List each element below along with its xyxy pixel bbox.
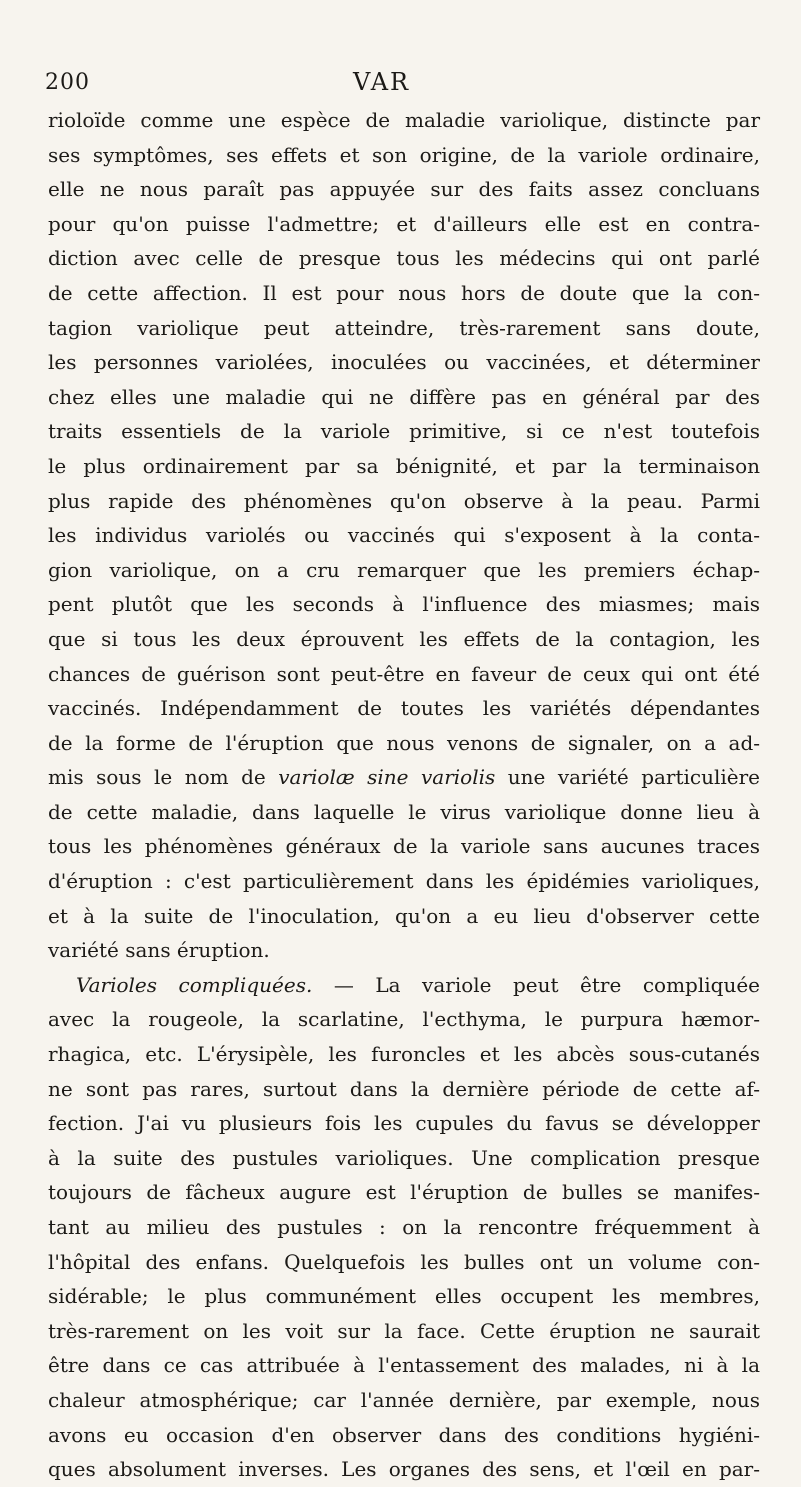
page-number: 200 — [45, 70, 90, 95]
text-line: être dans ce cas attribuée à l'entassement des malades, ni à la — [48, 1353, 760, 1378]
text-line: vaccinés. Indépendamment de toutes les variétés dépendantes — [48, 696, 760, 721]
text-line: plus rapide des phénomènes qu'on observe à la peau. Parmi — [48, 488, 760, 513]
text-line: ques absolument inverses. Les organes des sens, et l'œil en par- — [48, 1457, 760, 1482]
text-line: chez elles une maladie qui ne diffère pas en général par des — [48, 384, 760, 409]
text-line: diction avec celle de presque tous les médecins qui ont parlé — [48, 246, 760, 271]
text-line: que si tous les deux éprouvent les effets de la contagion, les — [48, 626, 760, 651]
text-line: les personnes variolées, inoculées ou vaccinées, et déterminer — [48, 350, 760, 375]
section-heading: Varioles compliquées. — [76, 972, 313, 997]
text-line: et à la suite de l'inoculation, qu'on a eu lieu d'observer cette — [48, 903, 760, 928]
text-line: elle ne nous paraît pas appuyée sur des faits assez concluans — [48, 177, 760, 202]
text-line: tous les phénomènes généraux de la variole sans aucunes traces — [48, 834, 760, 859]
text-line: pour qu'on puisse l'admettre; et d'ailleurs elle est en contra- — [48, 211, 760, 236]
text-line: d'éruption : c'est particulièrement dans les épidémies varioliques, — [48, 869, 760, 894]
text-line: avec la rougeole, la scarlatine, l'ecthyma, le purpura hæmor- — [48, 1007, 760, 1032]
text-line: fection. J'ai vu plusieurs fois les cupules du favus se développer — [48, 1111, 760, 1136]
page-header — [45, 70, 765, 100]
italic-term: variolæ sine variolis — [278, 765, 496, 790]
text-line: chances de guérison sont peut-être en faveur de ceux qui ont été — [48, 661, 760, 686]
text-line: rioloïde comme une espèce de maladie variolique, distincte par — [48, 108, 760, 132]
text-line: le plus ordinairement par sa bénignité, et par la terminaison — [48, 453, 760, 478]
text-line: ses symptômes, ses effets et son origine, de la variole ordinaire, — [48, 142, 760, 167]
text-line: l'hôpital des enfans. Quelquefois les bulles ont un volume con- — [48, 1249, 760, 1274]
text-line: toujours de fâcheux augure est l'éruption de bulles se manifes- — [48, 1180, 760, 1205]
text-line: de cette maladie, dans laquelle le virus variolique donne lieu à — [48, 799, 760, 824]
text-line: tagion variolique peut atteindre, très-rarement sans doute, — [48, 315, 760, 340]
text-line: pent plutôt que les seconds à l'influence des miasmes; mais — [48, 592, 760, 617]
text-line: de la forme de l'éruption que nous venons de signaler, on a ad- — [48, 730, 760, 755]
body-text — [48, 103, 760, 1487]
text-line: gion variolique, on a cru remarquer que les premiers échap- — [48, 557, 760, 582]
text-line: tant au milieu des pustules : on la rencontre fréquemment à — [48, 1215, 760, 1239]
text-line: avons eu occasion d'en observer dans des conditions hygiéni- — [48, 1422, 760, 1447]
text-line: ne sont pas rares, surtout dans la dernière période de cette af- — [48, 1076, 760, 1101]
text-line: sidérable; le plus communément elles occupent les membres, — [48, 1284, 760, 1309]
text-line-with-italic — [48, 760, 760, 795]
line-start: mis sous le nom de — [48, 765, 266, 790]
section-heading-line — [48, 968, 760, 1003]
text-line: à la suite des pustules varioliques. Une complication presque — [48, 1145, 760, 1170]
text-line: les individus variolés ou vaccinés qui s'exposent à la conta- — [48, 523, 760, 548]
text-line: chaleur atmosphérique; car l'année dernière, par exemple, nous — [48, 1387, 760, 1412]
text-line: très-rarement on les voit sur la face. Cette éruption ne saurait — [48, 1318, 760, 1343]
text-line: rhagica, etc. L'érysipèle, les furoncles et les abcès sous-cutanés — [48, 1042, 760, 1067]
text-line: variété sans éruption. — [48, 938, 270, 963]
text-line: de cette affection. Il est pour nous hors de doute que la con- — [48, 280, 760, 305]
line-continuation: — La variole peut être compliquée — [333, 972, 760, 997]
line-end: une variété particulière — [507, 765, 761, 790]
text-line: traits essentiels de la variole primitive, si ce n'est toutefois — [48, 419, 760, 444]
running-head: VAR — [353, 68, 411, 96]
